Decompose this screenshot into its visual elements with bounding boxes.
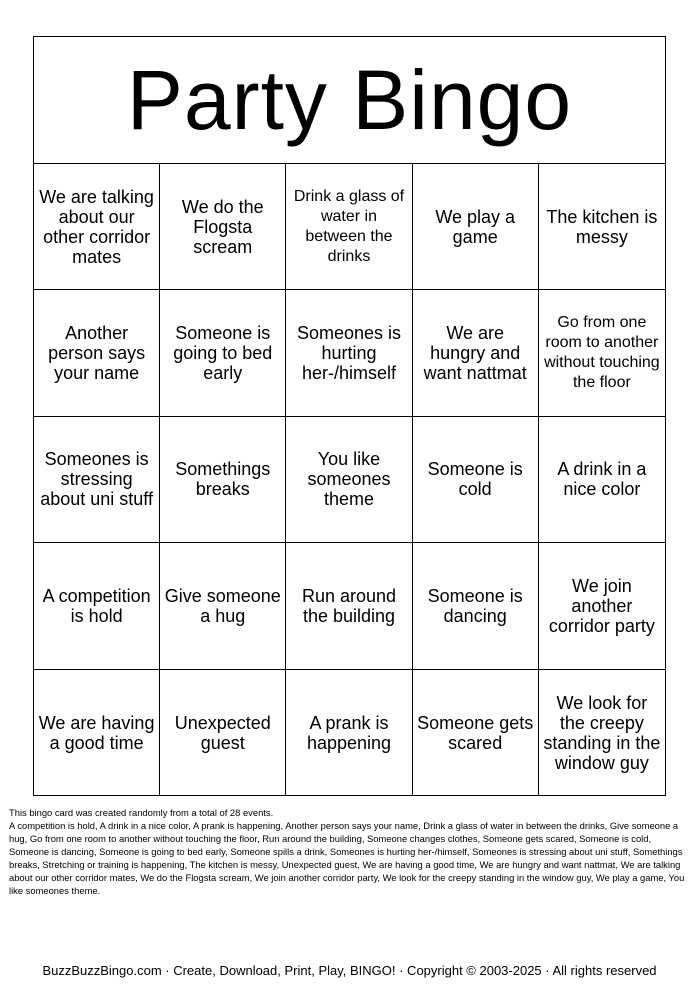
bingo-cell: We join another corridor party (539, 543, 665, 669)
bingo-cell: Unexpected guest (160, 670, 286, 796)
bingo-cell: A prank is happening (286, 670, 412, 796)
bingo-cell: We do the Flogsta scream (160, 164, 286, 290)
bingo-cell: Someones is stressing about uni stuff (34, 417, 160, 543)
bingo-cell: We are hungry and want nattmat (413, 290, 539, 416)
bingo-cell: Someone is dancing (413, 543, 539, 669)
bingo-grid (34, 164, 665, 796)
bingo-card (33, 36, 666, 796)
bingo-cell: Someone gets scared (413, 670, 539, 796)
bingo-cell: Give someone a hug (160, 543, 286, 669)
copyright-footer: BuzzBuzzBingo.com · Create, Download, Print, Play, BINGO! · Copyright © 2003-2025 · All rights reserved (42, 963, 657, 978)
bingo-cell: Somethings breaks (160, 417, 286, 543)
bingo-cell: We play a game (413, 164, 539, 290)
bingo-cell: The kitchen is messy (539, 164, 665, 290)
bingo-cell: We are talking about our other corridor mates (34, 164, 160, 290)
bingo-cell: We look for the creepy standing in the window guy (543, 692, 661, 773)
bingo-cell: Another person says your name (34, 290, 160, 416)
bingo-cell: You like someones theme (286, 417, 412, 543)
card-title: Party Bingo (34, 37, 665, 164)
bingo-cell: Someone is going to bed early (160, 290, 286, 416)
bingo-cell: A competition is hold (34, 543, 160, 669)
bingo-cell: Someones is hurting her-/himself (286, 290, 412, 416)
bingo-cell: Drink a glass of water in between the drinks (286, 164, 412, 290)
events-intro: This bingo card was created randomly from a total of 28 events. (9, 807, 274, 818)
events-list: A competition is hold, A drink in a nice color, A prank is happening, Another person says your name, Drink a glass of water in between the drinks, Give someone a hug, Go from one room to another without touching the floor, Run around the building, Someone changes clothes, Someone gets scared, Someone is cold, Someone is dancing, Someone is going to bed early, Someone spills a drink, Someones is hurting her-/himself, Someones is stressing about uni stuff, Somethings breaks, Stretching or training is happening, The kitchen is messy, Unexpected guest, We are having a good time, We are hungry and want nattmat, We are talking about our other corridor mates, We do the Flogsta scream, We join another corridor party, We look for the creepy standing in the window guy, We play a game, You like someones theme. (9, 820, 685, 896)
bingo-cell: Run around the building (286, 543, 412, 669)
bingo-cell: A drink in a nice color (539, 417, 665, 543)
bingo-cell: Go from one room to another without touching the floor (539, 290, 665, 416)
bingo-cell: Someone is cold (413, 417, 539, 543)
events-note (9, 806, 691, 897)
bingo-cell: We are having a good time (34, 670, 160, 796)
